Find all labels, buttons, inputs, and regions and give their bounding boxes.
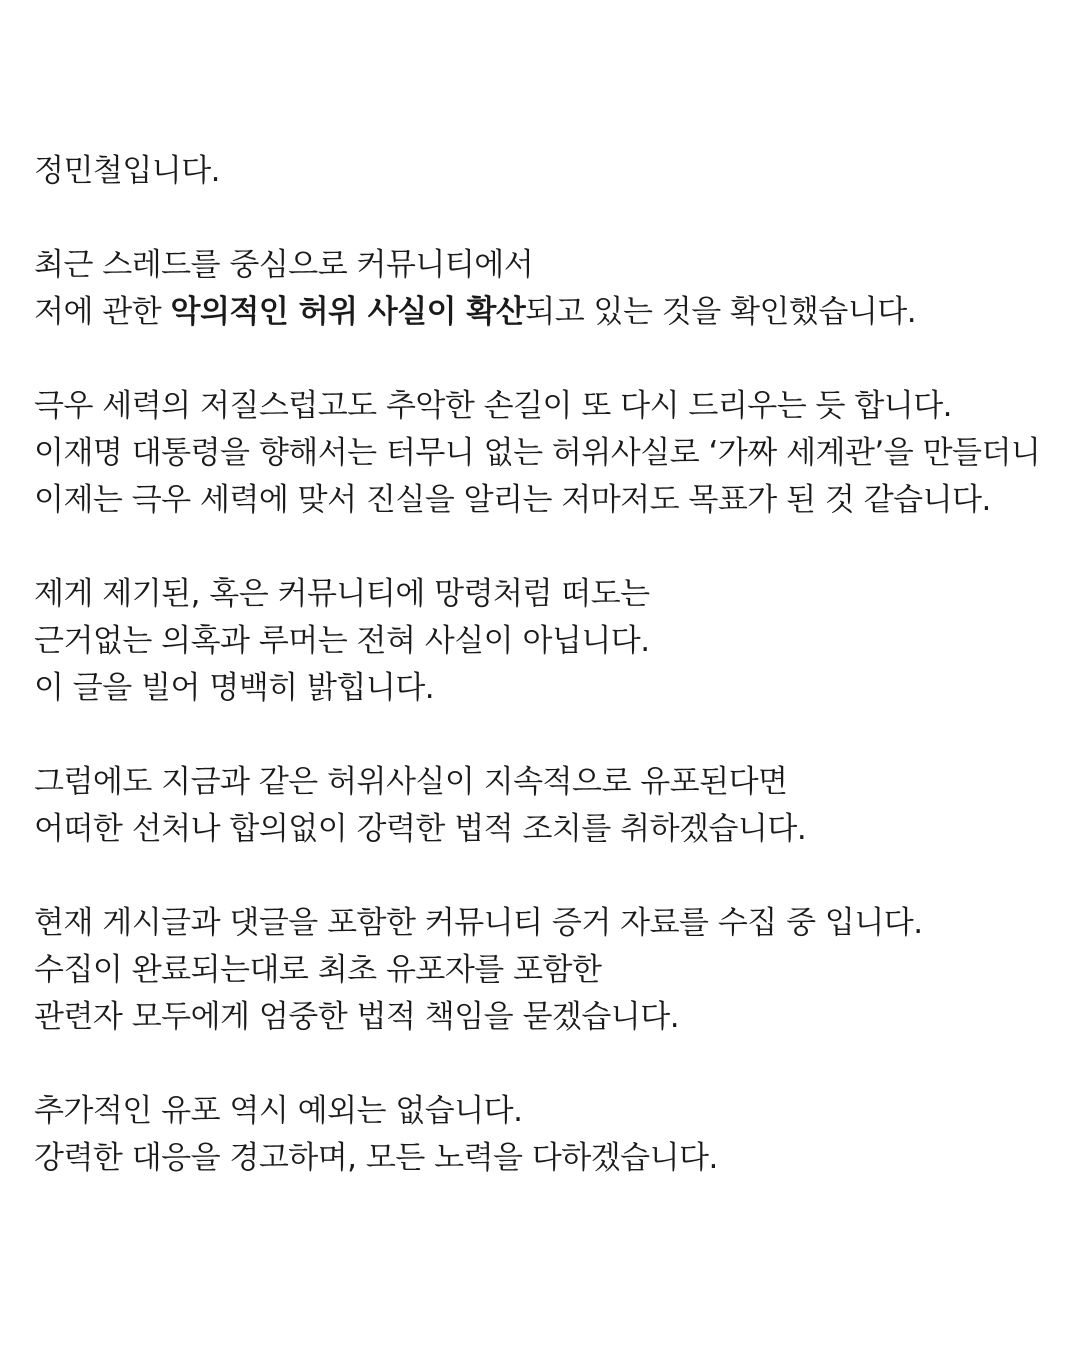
text-segment: 강력한 대응을 경고하며, 모든 노력을 다하겠습니다. (34, 1140, 718, 1176)
statement-title: 정민철입니다. (34, 153, 221, 189)
paragraph-6 (34, 1088, 1064, 1182)
text-segment: 최근 스레드를 중심으로 커뮤니티에서 (34, 247, 534, 283)
text-line (34, 994, 1064, 1041)
text-segment: 관련자 모두에게 엄중한 법적 책임을 묻겠습니다. (34, 999, 680, 1035)
statement-body (34, 148, 1064, 1182)
text-segment: 이제는 극우 세력에 맞서 진실을 알리는 저마저도 목표가 된 것 같습니다. (34, 482, 991, 518)
text-segment: 되고 있는 것을 확인했습니다. (525, 294, 917, 330)
text-segment: 추가적인 유포 역시 예외는 없습니다. (34, 1093, 523, 1129)
text-segment: 근거없는 의혹과 루머는 전혀 사실이 아닙니다. (34, 623, 650, 659)
text-segment: 그럼에도 지금과 같은 허위사실이 지속적으로 유포된다면 (34, 764, 788, 800)
text-segment: 이 글을 빌어 명백히 밝힙니다. (34, 670, 435, 706)
text-segment: 이재명 대통령을 향해서는 터무니 없는 허위사실로 ‘가짜 세계관’을 만들더니 (34, 435, 1041, 471)
text-line (34, 900, 1064, 947)
text-segment: 어떠한 선처나 합의없이 강력한 법적 조치를 취하겠습니다. (34, 811, 807, 847)
text-segment: 현재 게시글과 댓글을 포함한 커뮤니티 증거 자료를 수집 중 입니다. (34, 905, 923, 941)
text-line (34, 1135, 1064, 1182)
text-line (34, 618, 1064, 665)
text-line (34, 383, 1064, 430)
text-line (34, 289, 1064, 336)
emphasized-text: 악의적인 허위 사실이 확산 (170, 294, 526, 330)
text-segment: 극우 세력의 저질스럽고도 추악한 손길이 또 다시 드리우는 듯 합니다. (34, 388, 953, 424)
paragraph-1 (34, 242, 1064, 336)
text-segment: 저에 관한 (34, 294, 171, 330)
text-line (34, 759, 1064, 806)
text-line (34, 947, 1064, 994)
text-line (34, 571, 1064, 618)
text-line (34, 430, 1064, 477)
paragraph-2 (34, 383, 1064, 524)
text-line (34, 665, 1064, 712)
paragraph-4 (34, 759, 1064, 853)
text-line (34, 806, 1064, 853)
text-line (34, 477, 1064, 524)
text-segment: 수집이 완료되는대로 최초 유포자를 포함한 (34, 952, 602, 988)
text-segment: 제게 제기된, 혹은 커뮤니티에 망령처럼 떠도는 (34, 576, 650, 612)
paragraph-3 (34, 571, 1064, 712)
text-line (34, 1088, 1064, 1135)
paragraph-5 (34, 900, 1064, 1041)
text-line (34, 242, 1064, 289)
statement-paragraphs (34, 242, 1064, 1182)
